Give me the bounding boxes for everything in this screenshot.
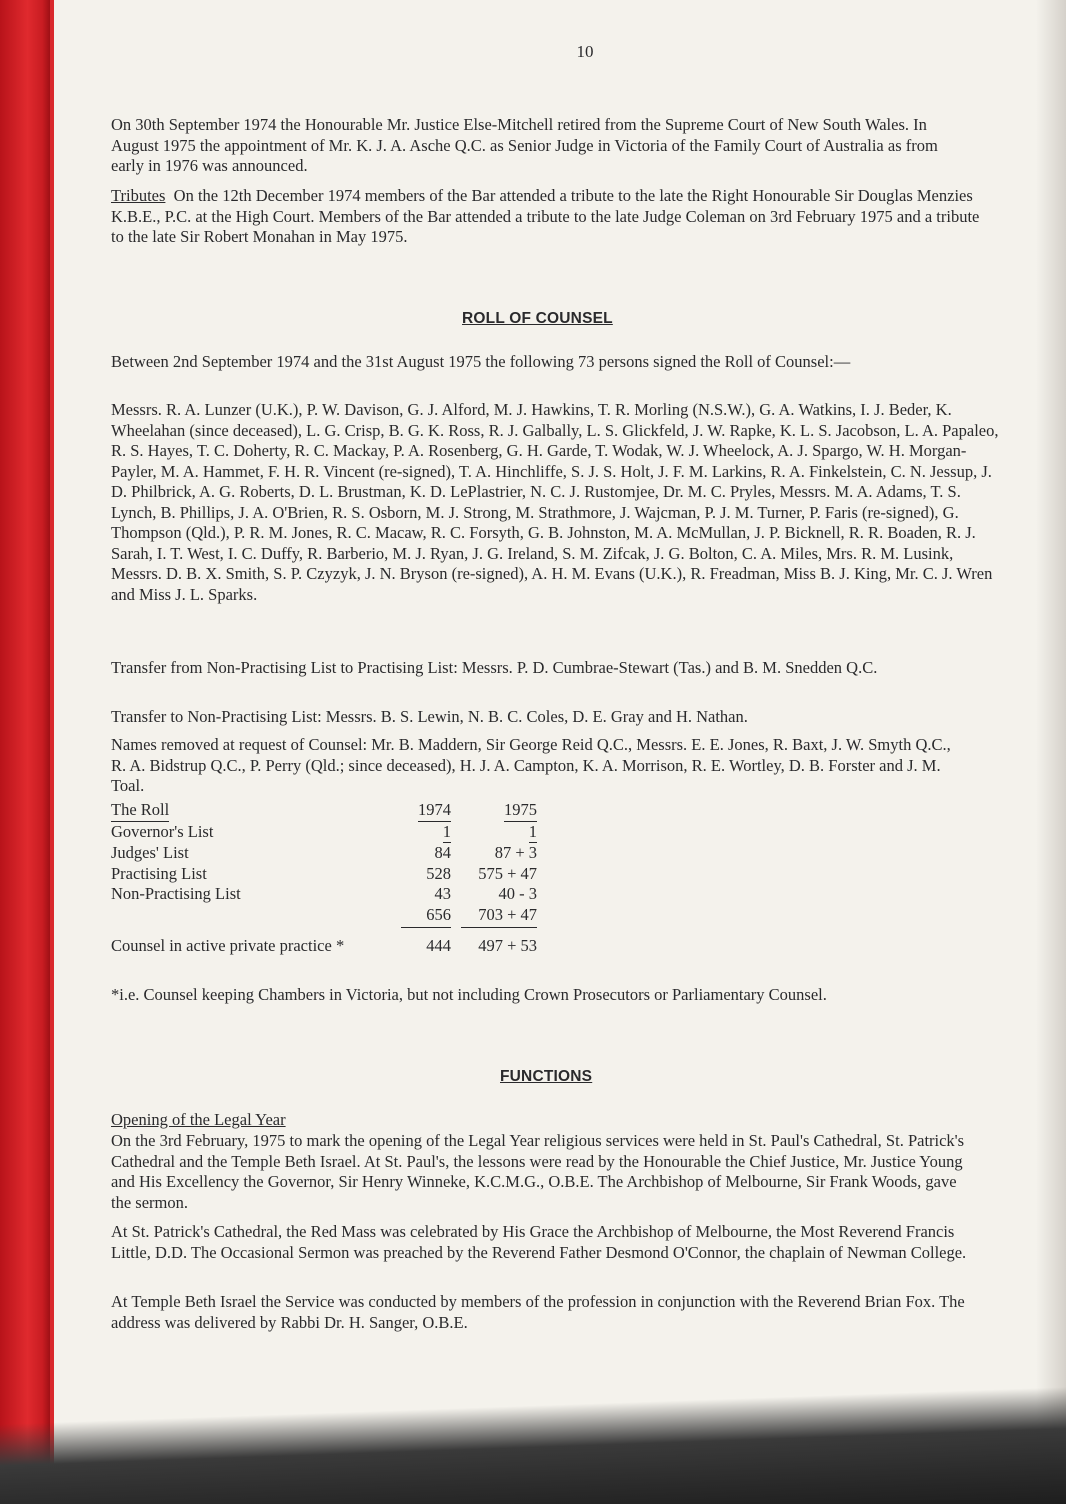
tributes-label: Tributes xyxy=(111,186,166,205)
intro-paragraph: On 30th September 1974 the Honourable Mr. Justice Else-Mitchell retired from the Supreme Court of New South Wales. In August 1975 the appointment of Mr. K. J. A. Asche Q.C. as Senior Judge in Victoria of the Family Court of Australia as from early in 1976 was announced. xyxy=(111,115,938,175)
roll-header-1975: 1975 xyxy=(504,800,537,822)
table-row-active xyxy=(111,928,537,957)
table-row xyxy=(111,843,537,864)
functions-para1: On the 3rd February, 1975 to mark the opening of the Legal Year religious services were held in St. Paul's Cathedral, St. Patrick's Cathedral and the Temple Beth Israel. At St. Paul's, the lessons were read by the Honourable the Chief Justice, Mr. Justice Young and His Excellency the Governor, Sir Henry Winneke, K.C.M.G., O.B.E. The Archbishop of Melbourne, Sir Frank Woods, gave the sermon. xyxy=(111,1131,965,1212)
table-row xyxy=(111,822,537,844)
row-label: Practising List xyxy=(111,863,207,883)
row-1974: 1 xyxy=(443,822,451,844)
roll-intro: Between 2nd September 1974 and the 31st August 1975 the following 73 persons signed the Roll of Counsel:— xyxy=(111,352,851,371)
row-label: Non-Practising List xyxy=(111,884,241,903)
roll-of-counsel-heading: ROLL OF COUNSEL xyxy=(462,310,613,327)
functions-subheading: Opening of the Legal Year xyxy=(111,1110,286,1129)
row-label: Judges' List xyxy=(111,843,189,862)
row-label xyxy=(111,905,401,926)
roll-header-1974: 1974 xyxy=(418,800,451,822)
transfer-to-non-practising: Transfer to Non-Practising List: Messrs. B. S. Lewin, N. B. C. Coles, D. E. Gray and H. Nathan. xyxy=(111,707,748,726)
transfer-to-practising: Transfer from Non-Practising List to Practising List: Messrs. P. D. Cumbrae-Stewart (Tas.) and B. M. Snedden Q.C. xyxy=(111,658,878,677)
functions-heading: FUNCTIONS xyxy=(500,1068,593,1085)
page-right-shadow xyxy=(1036,0,1066,1504)
roll-header-label: The Roll xyxy=(111,800,169,822)
footnote: *i.e. Counsel keeping Chambers in Victoria, but not including Crown Prosecutors or Parliamentary Counsel. xyxy=(111,985,827,1004)
row-1974: 84 xyxy=(434,843,451,862)
tributes-text: On the 12th December 1974 members of the Bar attended a tribute to the late the Right Honourable Sir Douglas Menzies K.B.E., P.C. at the High Court. Members of the Bar attended a tribute to the late Judge Coleman on 3rd February 1975 and a tribute to the late Sir Robert Monahan in May 1975. xyxy=(111,186,980,246)
row-label: Governor's List xyxy=(111,821,214,841)
table-row-total xyxy=(111,905,537,926)
bottom-shadow xyxy=(0,1374,1066,1504)
binding-edge-line xyxy=(50,0,54,1504)
table-row xyxy=(111,884,537,905)
page-number: 10 xyxy=(576,42,594,61)
row-1974: 656 xyxy=(426,904,451,924)
binding-edge-red xyxy=(0,0,50,1504)
roll-table-header xyxy=(111,800,537,822)
row-1975: 87 + 3 xyxy=(494,843,537,862)
row-1975: 40 - 3 xyxy=(498,884,537,903)
active-label: Counsel in active private practice * xyxy=(111,936,345,955)
row-1975: 703 + 47 xyxy=(478,904,537,924)
names-removed: Names removed at request of Counsel: Mr. B. Maddern, Sir George Reid Q.C., Messrs. E. E. Jones, R. Baxt, J. W. Smyth Q.C., R. A. Bidstrup Q.C., P. Perry (Qld.; since deceased), H. J. A. Campton, K. A. Morrison, R. E. Wortley, D. B. Forster and J. M. Toal. xyxy=(111,735,951,795)
active-1975: 497 + 53 xyxy=(478,936,537,955)
row-1974: 43 xyxy=(434,884,451,903)
roll-table xyxy=(111,800,537,957)
roll-signatories: Messrs. R. A. Lunzer (U.K.), P. W. Davison, G. J. Alford, M. J. Hawkins, T. R. Morling (N.S.W.), G. A. Watkins, I. J. Beder, K. Wheelahan (since deceased), L. G. Crisp, B. G. K. Ross, R. J. Galbally, L. S. Glickfeld, J. W. Rapke, K. L. S. Jacobson, L. A. Papaleo, R. S. Hayes, T. C. Doherty, R. C. Mackay, P. A. Rosenberg, G. H. Garde, T. Wodak, W. J. Wheelock, A. J. Spargo, W. H. Morgan-Payler, M. A. Hammet, F. H. R. Vincent (re-signed), T. A. Hinchliffe, S. J. S. Holt, J. F. M. Larkins, R. A. Finkelstein, C. N. Jessup, J. D. Philbrick, A. G. Roberts, D. L. Brustman, K. D. LePlastrier, N. C. J. Rustomjee, Dr. M. C. Pryles, Messrs. M. A. Adams, T. S. Lynch, B. Phillips, J. A. O'Brien, R. S. Osborn, M. J. Strong, M. Strathmore, J. Wajcman, P. J. M. Turner, P. Faris (re-signed), G. Thompson (Qld.), P. R. M. Jones, R. C. Macaw, R. C. Forsyth, G. B. Johnston, M. A. McMullan, J. P. Bicknell, R. R. Boaden, R. J. Sarah, I. T. West, I. C. Duffy, R. Barberio, M. J. Ryan, J. G. Ireland, S. M. Zifcak, J. G. Bolton, C. A. Miles, Mrs. R. M. Lusink, Messrs. D. B. X. Smith, S. P. Czyzyk, J. N. Bryson (re-signed), A. H. M. Evans (U.K.), R. Freadman, Miss B. J. King, Mr. C. J. Wren and Miss J. L. Sparks. xyxy=(111,400,999,604)
row-1975: 575 + 47 xyxy=(478,863,537,883)
functions-para2: At St. Patrick's Cathedral, the Red Mass was celebrated by His Grace the Archbishop of Melbourne, the Most Reverend Francis Little, D.D. The Occasional Sermon was preached by the Reverend Father Desmond O'Connor, the chaplain of Newman College. xyxy=(111,1222,967,1262)
table-row xyxy=(111,864,537,885)
tributes-paragraph xyxy=(111,186,981,248)
row-1975: 1 xyxy=(529,822,537,844)
functions-para3: At Temple Beth Israel the Service was conducted by members of the profession in conjunction with the Reverend Brian Fox. The address was delivered by Rabbi Dr. H. Sanger, O.B.E. xyxy=(111,1292,965,1332)
active-1974: 444 xyxy=(426,936,451,955)
row-1974: 528 xyxy=(426,863,451,883)
